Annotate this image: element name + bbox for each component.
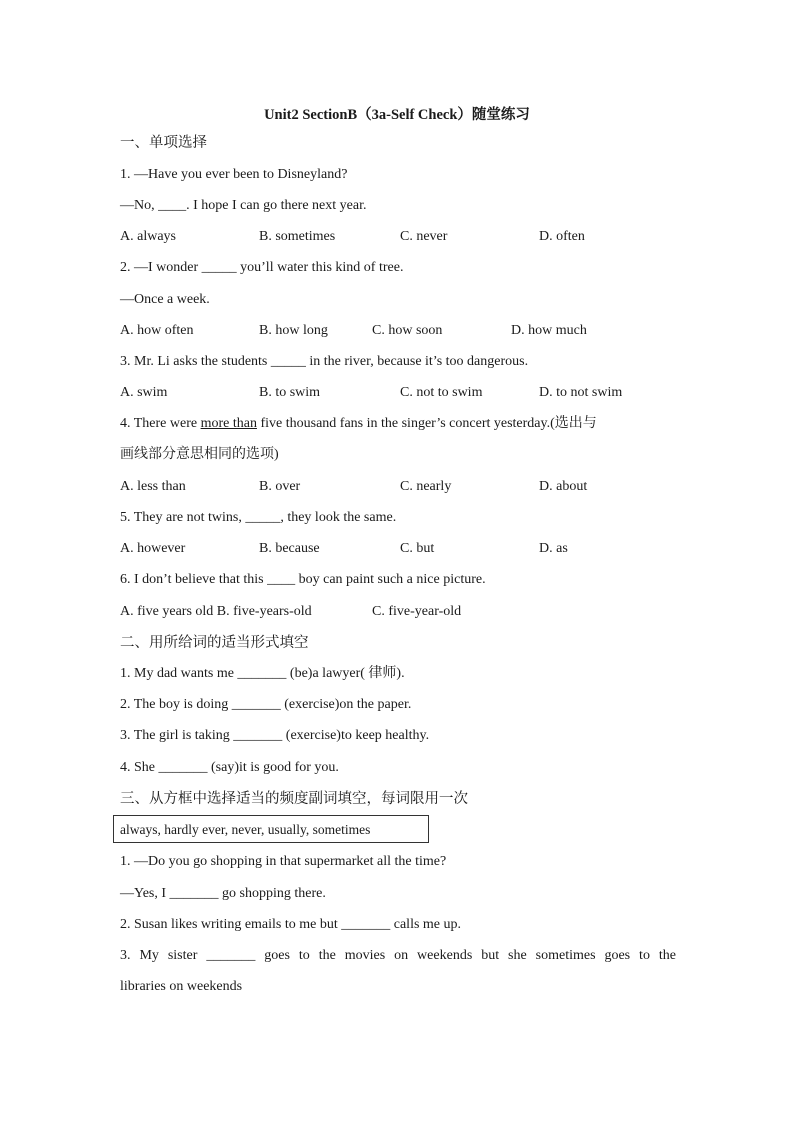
section2-heading: 二、用所给词的适当形式填空 [120, 635, 309, 651]
q2-option-c: C. how soon [372, 323, 443, 338]
q1-stem: 1. —Have you ever been to Disneyland? [120, 167, 348, 182]
q1-line2: —No, ____. I hope I can go there next year. [120, 198, 367, 213]
q5-option-d: D. as [539, 541, 568, 556]
q3-option-b: B. to swim [259, 385, 321, 400]
q5-option-a: A. however [120, 541, 186, 556]
word-box: always, hardly ever, never, usually, sometimes [113, 815, 429, 843]
q6-option-c: C. five-year-old [372, 604, 462, 619]
q4-option-b: B. over [259, 479, 301, 494]
q1-option-d: D. often [539, 229, 585, 244]
q2-line2: —Once a week. [120, 292, 210, 307]
q4-underlined-phrase: more than [200, 416, 257, 431]
q4-option-c: C. nearly [400, 479, 452, 494]
q3-option-d: D. to not swim [539, 385, 623, 400]
q6-option-ab: A. five years old B. five-years-old [120, 604, 312, 619]
worksheet-title: Unit2 SectionB（3a-Self Check）随堂练习 [264, 107, 530, 123]
q4-stem-pre: 4. There were [120, 416, 201, 431]
q5-option-b: B. because [259, 541, 320, 556]
s3-q1-line1: 1. —Do you go shopping in that supermarket all the time? [120, 854, 447, 869]
q4-stem-post: five thousand fans in the singer’s concert yesterday.(选出与 [256, 416, 597, 431]
q3-option-a: A. swim [120, 385, 168, 400]
s2-item-1: 1. My dad wants me _______ (be)a lawyer( 律师). [120, 666, 405, 681]
s3-q2: 2. Susan likes writing emails to me but _______ calls me up. [120, 917, 462, 932]
s2-item-2: 2. The boy is doing _______ (exercise)on the paper. [120, 697, 412, 712]
q4-line2: 画线部分意思相同的选项) [120, 447, 279, 462]
q1-option-b: B. sometimes [259, 229, 336, 244]
q4-option-d: D. about [539, 479, 588, 494]
s3-q3-line1: 3. My sister _______ goes to the movies on weekends but she sometimes goes to the [120, 948, 676, 963]
s3-q3-line2: libraries on weekends [120, 979, 243, 994]
q5-option-c: C. but [400, 541, 435, 556]
q2-option-b: B. how long [259, 323, 328, 338]
s2-item-4: 4. She _______ (say)it is good for you. [120, 760, 339, 775]
q2-stem: 2. —I wonder _____ you’ll water this kind of tree. [120, 260, 404, 275]
q2-option-d: D. how much [511, 323, 587, 338]
q5-stem: 5. They are not twins, _____, they look the same. [120, 510, 397, 525]
section1-heading: 一、单项选择 [120, 135, 207, 151]
q6-stem: 6. I don’t believe that this ____ boy can paint such a nice picture. [120, 572, 486, 587]
section3-heading: 三、从方框中选择适当的频度副词填空，每词限用一次 [120, 791, 468, 807]
s3-q1-line2: —Yes, I _______ go shopping there. [120, 886, 326, 901]
q3-stem: 3. Mr. Li asks the students _____ in the river, because it’s too dangerous. [120, 354, 529, 369]
q4-option-a: A. less than [120, 479, 186, 494]
q3-option-c: C. not to swim [400, 385, 483, 400]
q4-stem [120, 415, 676, 433]
q1-option-a: A. always [120, 229, 176, 244]
s2-item-3: 3. The girl is taking _______ (exercise)to keep healthy. [120, 728, 430, 743]
q1-option-c: C. never [400, 229, 448, 244]
q2-option-a: A. how often [120, 323, 194, 338]
